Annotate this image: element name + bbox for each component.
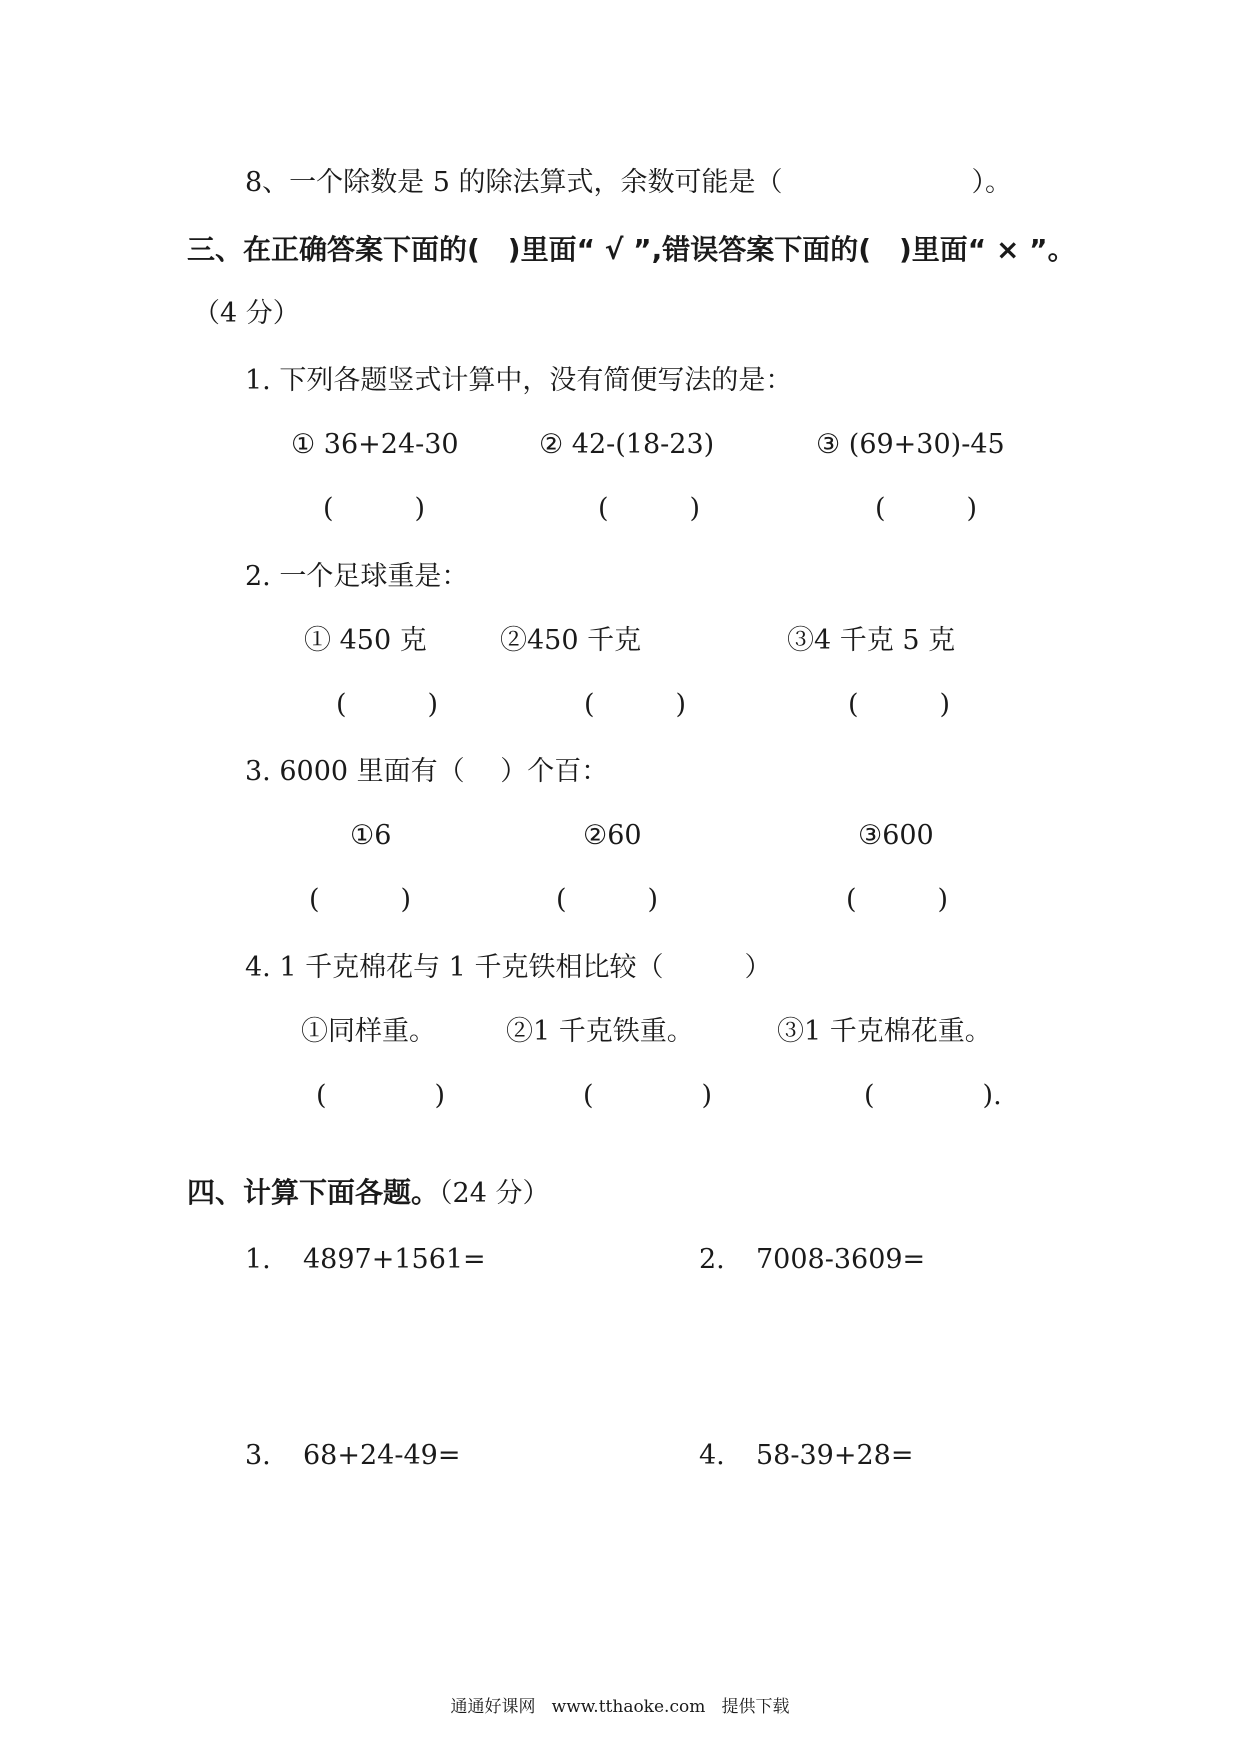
s4-problem-1-expression: 4897+1561= bbox=[303, 1244, 486, 1275]
s3-q1-option-3: ③ (69+30)-45 bbox=[816, 429, 1005, 460]
s3-q2-blank-1[interactable]: ( ) bbox=[336, 689, 439, 720]
s3-q1-blank-1[interactable]: ( ) bbox=[323, 493, 426, 524]
s3-q4-option-3: ③1 千克棉花重。 bbox=[777, 1016, 992, 1047]
s3-question-3-stem: 3. 6000 里面有（ ）个百： bbox=[245, 756, 609, 787]
s3-q3-blank-1[interactable]: ( ) bbox=[309, 884, 412, 915]
s3-q4-blank-1[interactable]: ( ) bbox=[316, 1080, 446, 1111]
s3-question-1-stem: 1. 下列各题竖式计算中，没有简便写法的是： bbox=[245, 365, 793, 396]
section-3-heading: 三、在正确答案下面的( )里面“ √ ”,错误答案下面的( )里面“ × ”。 bbox=[187, 233, 1076, 266]
s4-problem-3-number: 3. bbox=[245, 1440, 271, 1471]
question-8: 8、一个除数是 5 的除法算式，余数可能是（ ）。 bbox=[245, 167, 1013, 198]
footer-source-credit: 通通好课网 www.tthaoke.com 提供下载 bbox=[450, 1697, 790, 1717]
s3-q4-blank-2[interactable]: ( ) bbox=[583, 1080, 713, 1111]
s3-q3-option-3: ③600 bbox=[858, 820, 934, 851]
s3-q1-option-2: ② 42-(18-23) bbox=[539, 429, 715, 460]
s3-q3-option-1: ①6 bbox=[350, 820, 392, 851]
s4-problem-1-number: 1. bbox=[245, 1244, 271, 1275]
s4-problem-4-number: 4. bbox=[699, 1440, 725, 1471]
s3-q2-blank-3[interactable]: ( ) bbox=[848, 689, 951, 720]
s4-problem-2-number: 2. bbox=[699, 1244, 725, 1275]
s3-q2-option-3: ③4 千克 5 克 bbox=[787, 625, 956, 656]
s3-q2-option-2: ②450 千克 bbox=[500, 625, 642, 656]
s3-question-4-stem: 4. 1 千克棉花与 1 千克铁相比较（ ） bbox=[245, 952, 772, 983]
s3-q1-blank-2[interactable]: ( ) bbox=[598, 493, 701, 524]
section-4-header bbox=[187, 1175, 549, 1211]
s3-question-2-stem: 2. 一个足球重是： bbox=[245, 561, 469, 592]
s3-q3-option-2: ②60 bbox=[583, 820, 642, 851]
s3-q4-option-2: ②1 千克铁重。 bbox=[506, 1016, 694, 1047]
s3-q1-blank-3[interactable]: ( ) bbox=[875, 493, 978, 524]
section-4-heading: 四、计算下面各题。 bbox=[187, 1176, 440, 1209]
s3-q2-blank-2[interactable]: ( ) bbox=[584, 689, 687, 720]
section-4-score: （24 分） bbox=[439, 1178, 550, 1209]
s4-problem-4-expression: 58-39+28= bbox=[756, 1440, 914, 1471]
s3-q3-blank-2[interactable]: ( ) bbox=[556, 884, 659, 915]
s4-problem-3-expression: 68+24-49= bbox=[303, 1440, 461, 1471]
section-3-score: （4 分） bbox=[193, 298, 300, 329]
s3-q3-blank-3[interactable]: ( ) bbox=[846, 884, 949, 915]
s3-q4-blank-3[interactable]: ( ). bbox=[864, 1080, 1002, 1111]
s4-problem-2-expression: 7008-3609= bbox=[756, 1244, 926, 1275]
s3-q1-option-1: ① 36+24-30 bbox=[291, 429, 459, 460]
s3-q2-option-1: ① 450 克 bbox=[304, 625, 427, 656]
s3-q4-option-1: ①同样重。 bbox=[301, 1016, 436, 1047]
